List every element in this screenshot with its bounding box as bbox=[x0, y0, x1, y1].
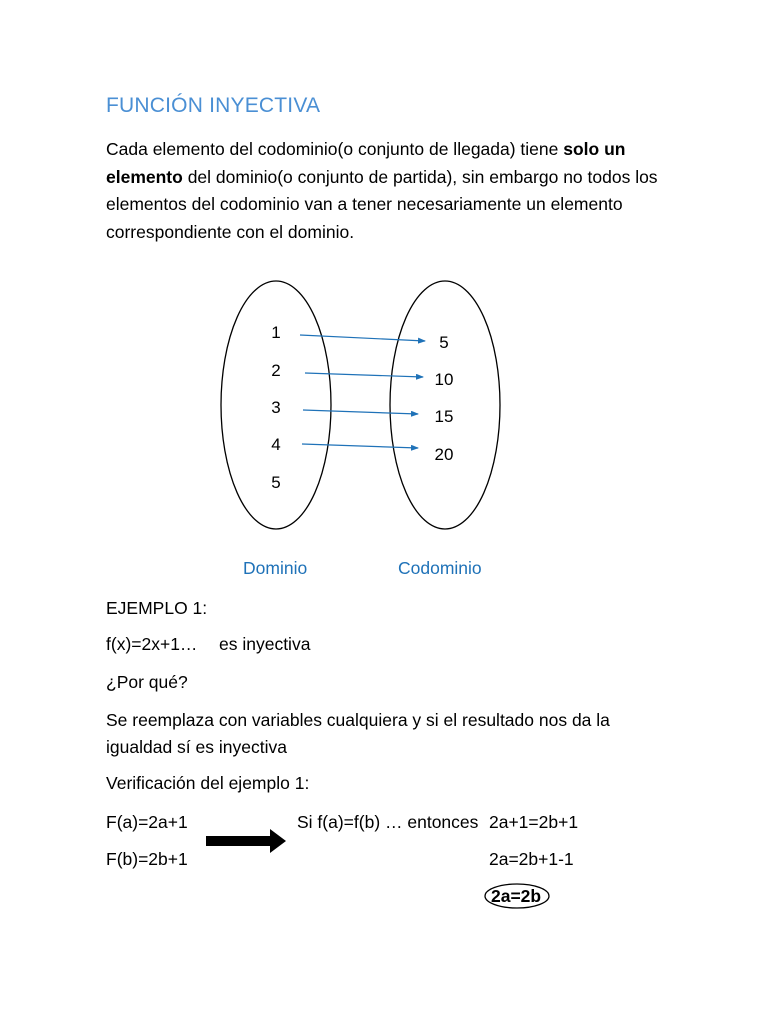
mapping-arrow bbox=[300, 335, 425, 341]
example-question: ¿Por qué? bbox=[106, 672, 188, 692]
example-explanation: Se reemplaza con variables cualquiera y si el resultado nos da la igualdad sí es inyectiva bbox=[106, 710, 610, 757]
intro-bold-text: solo un elemento bbox=[106, 139, 626, 187]
condition-text: Si f(a)=f(b) … entonces bbox=[297, 812, 479, 832]
domain-value: 4 bbox=[271, 435, 281, 454]
verification-heading: Verificación del ejemplo 1: bbox=[106, 773, 310, 793]
page-title: FUNCIÓN INYECTIVA bbox=[106, 94, 321, 117]
fa-expression: F(a)=2a+1 bbox=[106, 812, 188, 832]
example-function: f(x)=2x+1… bbox=[106, 634, 198, 654]
domain-label: Dominio bbox=[243, 558, 308, 578]
fb-expression: F(b)=2b+1 bbox=[106, 849, 188, 869]
example-heading: EJEMPLO 1: bbox=[106, 598, 208, 618]
domain-value: 5 bbox=[271, 473, 281, 492]
intro-text-2: del dominio(o conjunto de partida), sin embargo no todos los elementos del codominio van a tener necesariamente un elemento correspondiente con el dominio. bbox=[106, 166, 658, 242]
example-claim: es inyectiva bbox=[219, 634, 311, 654]
result-expression: 2a=2b bbox=[491, 886, 542, 906]
codomain-ellipse bbox=[390, 281, 500, 529]
domain-value: 3 bbox=[271, 398, 281, 417]
codomain-value: 10 bbox=[434, 370, 454, 389]
right-arrow-icon bbox=[206, 829, 286, 853]
codomain-value: 5 bbox=[439, 333, 449, 352]
step2-expression: 2a=2b+1-1 bbox=[489, 849, 574, 869]
step1-expression: 2a+1=2b+1 bbox=[489, 812, 579, 832]
codomain-value: 20 bbox=[434, 445, 454, 464]
mapping-arrow bbox=[303, 410, 418, 414]
codomain-label: Codominio bbox=[398, 558, 482, 578]
mapping-arrow bbox=[302, 444, 418, 448]
mapping-arrow bbox=[305, 373, 423, 377]
codomain-value: 15 bbox=[434, 407, 454, 426]
domain-value: 1 bbox=[271, 323, 281, 342]
intro-text-1: Cada elemento del codominio(o conjunto de llegada) tiene bbox=[106, 139, 564, 159]
domain-value: 2 bbox=[271, 361, 281, 380]
